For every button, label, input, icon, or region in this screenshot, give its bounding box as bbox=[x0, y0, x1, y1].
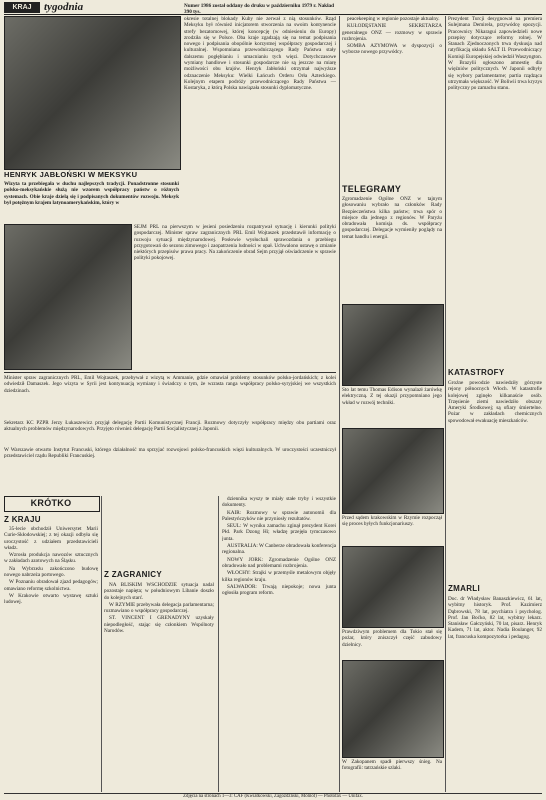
kraj-item: Wzrosła produkcja nawozów sztucznych w zakładach azotowych na Śląsku. bbox=[4, 552, 98, 565]
photo-caption-2: Prawdziwym problemem dla Tokio stał się pożar, który zniszczył część zabudowy dzielnicy. bbox=[342, 629, 442, 648]
col3-item: peacekeeping w regionie pozostaje aktualny. bbox=[347, 16, 440, 22]
col4-text: Prezydent Turcji desygnował na premiera Sulejmana Demirela, przywódcę opozycji. Pracownicy Nikaragui zapowiedzieli nowe przepisy dotyczące reformy rolnej. W Stanach Zjednoczonych trwa dyskusja nad ratyfikacją układu SALT II. Przewodniczący Komisji Europejskiej odwiedził Waszyngton. W Brazylii ogłoszono amnestię dla więźniów politycznych. W Japonii odbyły się wybory parlamentarne; partia rządząca utrzymała większość. W Boliwii trwa kryzys polityczny po zamachu stanu. bbox=[448, 16, 542, 92]
photo-credits: Zdjęcia na stronach 1—3: CAF (Kwiatkowski, Zagożdżński, Momot) — Photofax — Unifax. bbox=[183, 794, 363, 799]
telegramy-title: TELEGRAMY bbox=[342, 184, 402, 194]
divider bbox=[339, 16, 340, 792]
mid-item: WŁOCHY: Strajki w przemyśle metalowym objęły kilka regionów kraju. bbox=[222, 570, 336, 583]
mid-item: AUSTRALIA: W Canberze obradowała konferencja regionalna. bbox=[222, 543, 336, 556]
mid-item: NOWY JORK: Zgromadzenie Ogólne ONZ obradowało nad problemami rozbrojenia. bbox=[222, 556, 336, 569]
photo-2 bbox=[342, 428, 444, 514]
issue-notice: Numer 1986 został oddany do druku w październiku 1979 r. Nakład 390 tys. bbox=[184, 3, 334, 16]
krotko-title: KRÓTKO bbox=[30, 498, 72, 508]
left-note-1: Minister spraw zagranicznych PRL, Emil Wojtaszek, przebywał z wizytą w Ammanie, gdzie omawiał problemy stosunków polsko-jordańskich; z kolei odwiedził Damaszek. Jego wizyta w Syrii jest kontynuacją wymiany i świadczy o tym, że wzrasta ranga współpracy polsko-syryjskiej we wszystkich dziedzinach. bbox=[4, 375, 336, 394]
mid-item: dziennika wyszy te miały stałe tryby i wszystkie dokumenty. bbox=[222, 496, 336, 509]
masthead-logo: KRAJ bbox=[4, 2, 40, 13]
divider bbox=[4, 372, 336, 373]
hero-caption-title: HENRYK JABŁOŃSKI W MEKSYKU bbox=[4, 170, 138, 179]
photo-caption-3: W Zakopanem spadł pierwszy śnieg. Na fotografii: tatrzańskie szlaki. bbox=[342, 759, 442, 772]
zmarli-text: Doc. dr Władysław Banaszkiewicz, 61 lat, wybitny historyk. Prof. Kazimierz Dąbrowski, 78 lat, psychiatra i psycholog. Prof. Jan Boćko, 82 lat, wybitny lekarz. Stanisław Gałczyński, 70 lat, pisarz. Henryk Kadem, 71 lat, aktor. Nadia Boulanger, 92 lat, francuska kompozytorka i pedagog. bbox=[448, 596, 542, 640]
mid-col bbox=[222, 496, 336, 792]
zagr-item: W RZYMIE przebywała delegacja parlamentarna; rozmawiano o współpracy gospodarczej. bbox=[104, 601, 214, 615]
photo-3 bbox=[342, 546, 444, 628]
divider bbox=[445, 16, 446, 792]
lead-article: okresie totalnej blokady Kuby nie zerwał z nią stosunków. Rząd Meksyku był również inicjatorem stworzenia na swoim kontynencie strefy bezatomowej, której koncepcję (w odniesieniu do Europy) zrodziła się w Polsce. Oba kraje zgadzają się na temat podpisania nowego i podpisania obopólnie korzystnej współpracy gospodarczej i kulturalnej. Wspomniana przewodniczącego Rady Państwa stały dalszemu pogłębianiu i umacnianiu tych więzi. Dotychczasowe wymiany handlowe i stosunki gospodarcze nie są jeszcze na miarę możliwości obu krajów. Henryk Jabłoński otrzymał najwyższe odznaczenie Meksyku: Wielki Łańcuch Orderu Orła Azteckiego. Kolejnym etapem podróży przewodniczącego Rady Państwa — Kostaryka, z którą Polska nawiązała stosunki dyplomatyczne. bbox=[184, 16, 336, 92]
kraj-item: W Poznaniu obradował zjazd pedagogów; omawiano reformę szkolnictwa. bbox=[4, 579, 98, 592]
mid-item: KAIR: Rozmowy w sprawie autonomii dla Palestyńczyków nie przyniosły rezultatów. bbox=[222, 509, 336, 522]
katastrofy-text: Groźne powodzie nawiedziły górzyste rejony północnych Włoch. W katastrofie kolejowej zginęło kilkanaście osób. Trzęsienie ziemi nawiedziło obszary Ameryki Środkowej; są ofiary śmiertelne. Pożar w zakładach chemicznych spowodował ewakuację mieszkańców. bbox=[448, 380, 542, 424]
zmarli-title: ZMARLI bbox=[448, 584, 481, 593]
sejm-photo bbox=[4, 224, 132, 370]
sejm-article: SEJM PRL na pierwszym w jesieni posiedzeniu rozpatrywał sytuację i kierunki polityki gospodarczej. Minister spraw zagranicznych PRL Emil Wojtaszek przedstawił informację o rozwoju sytuacji międzynarodowej. Posłowie wysłuchali sprawozdania o przebiegu przygotowań do sezonu zimowego i zaopatrzenia ludności w opał. Uchwalono ustawę o zmianie niektórych przepisów prawa pracy. Na zakończenie obrad Sejm przyjął oświadczenie w sprawie polityki pokojowej. bbox=[134, 224, 336, 262]
masthead-title: tygodnia bbox=[44, 1, 84, 13]
masthead bbox=[4, 2, 542, 15]
hero-caption-text: Wizyta ta przebiegała w duchu najlepszych tradycji. Ponadstronne stosunki polsko-meksykańskie służą nie wzorem współpracy państw o różnych systemach. Obie kraje dzielą się i podpisanych dokumentów rozwoju. Meksyk był potężnym krajem latynoamerykańskim, który w bbox=[4, 181, 179, 206]
divider bbox=[218, 496, 219, 792]
mid-item: SEUL: W wyniku zamachu zginął prezydent Korei Płd. Park Dzong Hi; władzę przejęła tymczasowo junta. bbox=[222, 523, 336, 542]
kraj-title: Z KRAJU bbox=[4, 515, 41, 524]
divider bbox=[101, 496, 102, 792]
edison-photo bbox=[342, 304, 444, 386]
kraj-item: W Krakowie otwarto wystawę sztuki ludowej. bbox=[4, 592, 98, 606]
telegramy-text: Zgromadzenie Ogólne ONZ w tajnym głosowaniu wybrało na członków Rady Bezpieczeństwa kilka państw; trwa spór o miejsce dla jednego z regionów. W Paryżu obradowała komisja ds. współpracy gospodarczej. Delegacje wymieniły poglądy na temat handlu i energii. bbox=[342, 196, 442, 240]
col3-item: SOMBA AZYMOWA w dyspozycji o wyborze nowego przywódcy. bbox=[342, 43, 442, 56]
mid-item: SALWADOR: Trwają niepokoje; nowa junta ogłosiła program reform. bbox=[222, 583, 336, 597]
photo-caption-1: Przed sądem krakowskim w Rzymie rozpoczął się proces byłych funkcjonariuszy. bbox=[342, 515, 442, 528]
col3-top bbox=[342, 16, 442, 182]
edison-caption: Sto lat temu Thomas Edison wynalazł żarówkę elektryczną. Z tej okazji przypomniano jego wkład w rozwój techniki. bbox=[342, 387, 442, 406]
left-note-2: Sekretarz KC PZPR Jerzy Łukaszewicz przyjął delegację Partii Komunistycznej Francji. Rozmowy dotyczyły współpracy między obu partiami oraz aktualnych problemów międzynarodowych. Przyjęto również delegację Partii Socjalistycznej z Japonii. bbox=[4, 420, 336, 433]
col3-item: KUŁODĘSTANIE SEKRETARZA generalnego ONZ — rozmowy w sprawie rozbrojenia. bbox=[342, 23, 442, 42]
kraj-list bbox=[4, 526, 98, 792]
hero-photo bbox=[4, 16, 181, 170]
kraj-item: 35-lecie obchodził Uniwersytet Marii Curie-Skłodowskiej; z tej okazji odbyła się uroczystość z udziałem przedstawicieli władz. bbox=[4, 526, 98, 551]
zagr-item: ST. VINCENT I GRENADYNY uzyskały niepodległość, stając się członkiem Wspólnoty Narodów. bbox=[104, 615, 214, 635]
katastrofy-title: KATASTROFY bbox=[448, 368, 505, 377]
photo-4 bbox=[342, 660, 444, 758]
zagr-title: Z ZAGRANICY bbox=[104, 570, 162, 579]
zagr-item: NA BLISKIM WSCHODZIE sytuacja nadal pozostaje napięta; w południowym Libanie doszło do kolejnych starć. bbox=[104, 582, 214, 601]
zagr-list bbox=[104, 582, 214, 792]
left-note-3: W Warszawie otwarto Instytut Francuski, którego działalność ma sprzyjać rozwojowi polsko-francuskich więzi kulturalnych. W uroczystości uczestniczył przedstawiciel rządu Republiki Francuskiej. bbox=[4, 447, 336, 460]
kraj-item: Na Wybrzeżu zakończono budowę nowego nabrzeża portowego. bbox=[4, 565, 98, 579]
